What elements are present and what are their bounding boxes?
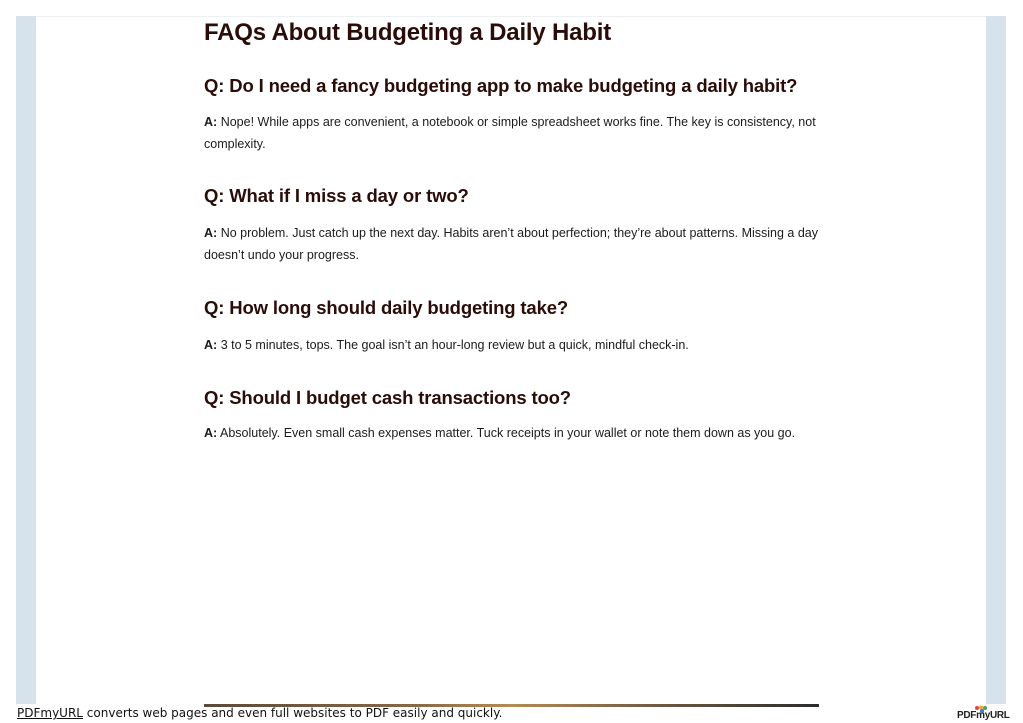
faq-answer-1 <box>204 112 822 155</box>
logo-text: PDFmyURL <box>957 710 1010 721</box>
right-margin-band <box>986 16 1006 704</box>
faq-question-1: Q: Do I need a fancy budgeting app to make budgeting a daily habit? <box>204 75 798 96</box>
pdf-footer <box>17 706 502 721</box>
faq-answer-3-text: 3 to 5 minutes, tops. The goal isn’t an hour-long review but a quick, mindful check-in. <box>220 338 689 352</box>
pdfmyurl-link[interactable]: PDFmyURL <box>17 706 83 720</box>
faq-question-4: Q: Should I budget cash transactions too? <box>204 386 571 408</box>
pdfmyurl-logo[interactable] <box>957 705 1009 723</box>
faq-section-title: FAQs About Budgeting a Daily Habit <box>204 19 611 46</box>
faq-answer-4-text: Absolutely. Even small cash expenses matter. Tuck receipts in your wallet or note them down as you go. <box>220 425 796 440</box>
faq-question-2: Q: What if I miss a day or two? <box>204 185 469 206</box>
answer-label: A: <box>204 425 218 440</box>
answer-label: A: <box>204 338 218 352</box>
answer-label: A: <box>204 115 218 129</box>
faq-answer-2 <box>204 223 822 266</box>
footer-text: converts web pages and even full websites to PDF easily and quickly. <box>82 706 503 720</box>
faq-answer-1-text: Nope! While apps are convenient, a notebook or simple spreadsheet works fine. The key is consistency, not complexity. <box>204 115 816 151</box>
faq-answer-4 <box>204 423 822 445</box>
answer-label: A: <box>204 226 218 240</box>
article-content <box>204 17 822 444</box>
left-margin-band <box>16 16 36 704</box>
faq-question-3: Q: How long should daily budgeting take? <box>204 297 568 318</box>
faq-answer-3 <box>204 335 822 357</box>
faq-answer-2-text: No problem. Just catch up the next day. Habits aren’t about perfection; they’re about patterns. Missing a day doesn’t undo your progress. <box>204 226 819 262</box>
